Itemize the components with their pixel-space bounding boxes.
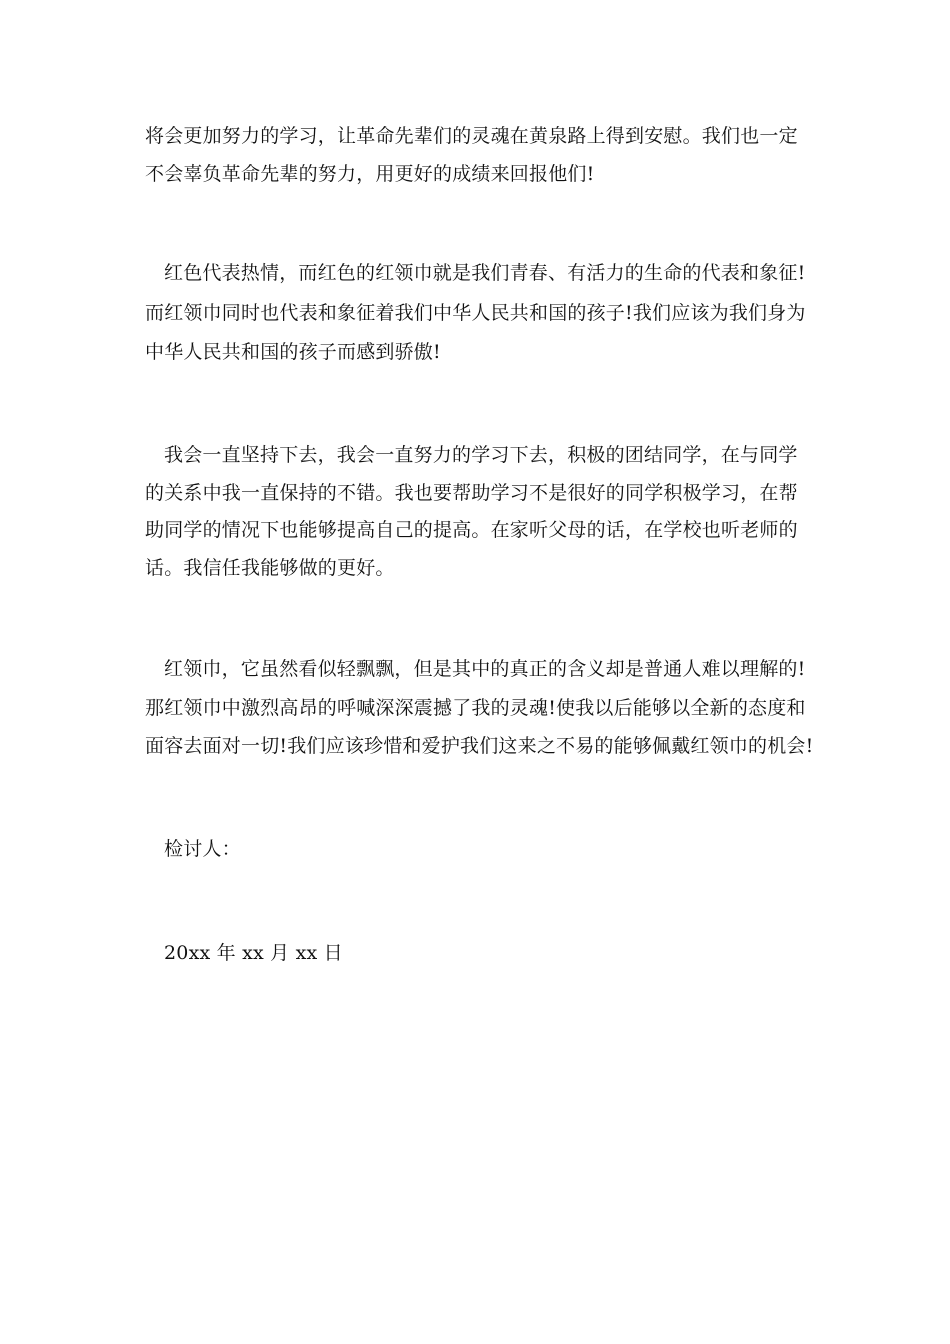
paragraph-2-line-2: 而红领巾同时也代表和象征着我们中华人民共和国的孩子!我们应该为我们身为	[145, 302, 806, 324]
paragraph-4-line-2: 那红领巾中激烈高昂的呼喊深深震撼了我的灵魂!使我以后能够以全新的态度和	[145, 697, 806, 719]
paragraph-4-line-3: 面容去面对一切!我们应该珍惜和爱护我们这来之不易的能够佩戴红领巾的机会!	[145, 735, 814, 757]
paragraph-3-line-2: 的关系中我一直保持的不错。我也要帮助学习不是很好的同学积极学习，在帮	[145, 482, 798, 504]
paragraph-3-line-3: 助同学的情况下也能够提高自己的提高。在家听父母的话，在学校也听老师的	[145, 519, 798, 541]
paragraph-1-line-1: 将会更加努力的学习，让革命先辈们的灵魂在黄泉路上得到安慰。我们也一定	[145, 125, 798, 147]
date-line: 20xx 年 xx 月 xx 日	[164, 942, 343, 964]
paragraph-1-line-2: 不会辜负革命先辈的努力，用更好的成绩来回报他们!	[145, 163, 595, 185]
signature-label: 检讨人：	[164, 838, 241, 860]
paragraph-2-line-1: 红色代表热情，而红色的红领巾就是我们青春、有活力的生命的代表和象征!	[164, 262, 806, 284]
paragraph-3-line-1: 我会一直坚持下去，我会一直努力的学习下去，积极的团结同学，在与同学	[164, 444, 798, 466]
paragraph-4-line-1: 红领巾，它虽然看似轻飘飘，但是其中的真正的含义却是普通人难以理解的!	[164, 658, 806, 680]
paragraph-2-line-3: 中华人民共和国的孩子而感到骄傲!	[145, 341, 441, 363]
paragraph-3-line-4: 话。我信任我能够做的更好。	[145, 557, 395, 579]
